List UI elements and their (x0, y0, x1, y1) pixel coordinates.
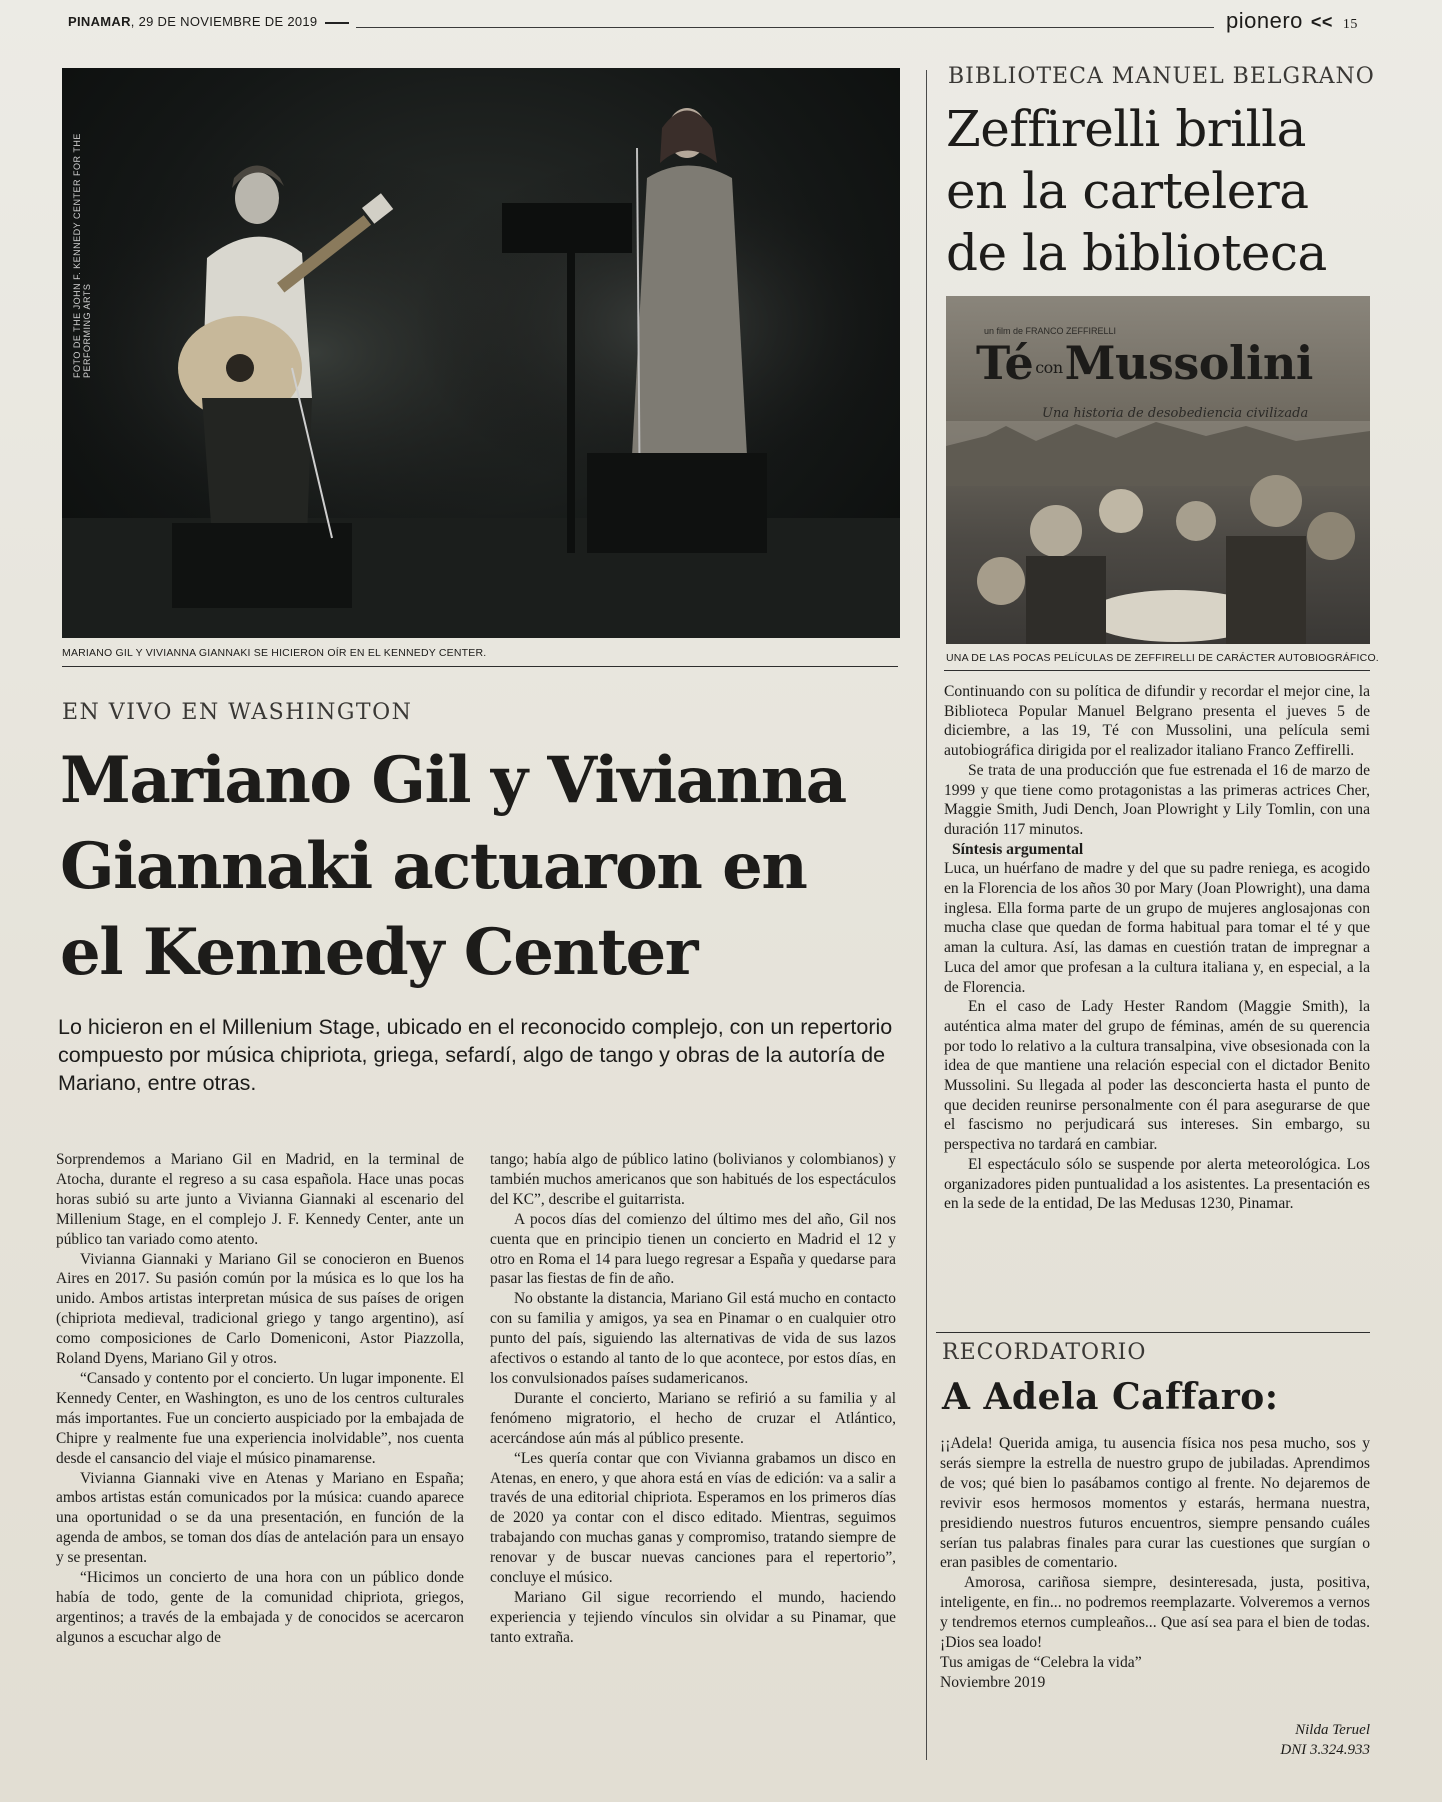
paragraph: Durante el concierto, Mariano se refirió a su familia y al fenómeno migratorio, el hecho de cruzar el Atlántico, acercándose aún más al público presente. (490, 1389, 896, 1447)
concert-illustration (62, 68, 900, 638)
concert-photo (62, 68, 900, 638)
paragraph: No obstante la distancia, Mariano Gil está mucho en contacto con su familia y amigos, ya sea en Pinamar o en cualquier otro punto del país, siguiendo las alternativas de vida de sus lazos afectivos o estando al tanto de lo que acontece, por estos días, en los convulsionados países sudamericanos. (490, 1290, 896, 1387)
header-date: , 29 DE NOVIEMBRE DE 2019 (130, 14, 318, 29)
paragraph: “Les quería contar que con Vivianna grabamos un disco en Atenas, en enero, y que ahora está en vías de edición: va a salir a través de una editorial chipriota. Esperamos en los primeros días de 2020 ya contar con el disco editado. Mientras, seguimos trabajando con muchas ganas y compromiso, tratando siempre de renovar y de buscar nuevas canciones para el repertorio”, concluye el músico. (490, 1449, 896, 1587)
photo-credit: FOTO DE THE JOHN F. KENNEDY CENTER FOR THE PERFORMING ARTS (72, 133, 92, 378)
signature (1230, 1720, 1370, 1760)
article-kicker: EN VIVO EN WASHINGTON (62, 700, 413, 725)
header-place: PINAMAR (68, 14, 131, 29)
signature-name: Nilda Teruel (1295, 1722, 1370, 1738)
poster-title (976, 336, 1313, 390)
paragraph: Se trata de una producción que fue estrenada el 16 de marzo de 1999 y que tiene como protagonistas a las primeras actrices Cher, Maggie Smith, Judi Dench, Joan Plowright y Lily Tomlin, con una duración 117 minutos. (944, 761, 1370, 838)
recordatorio-body (940, 1434, 1370, 1693)
right-article-body (944, 682, 1370, 1214)
caption-rule (62, 666, 898, 667)
poster-title-mussolini: Mussolini (1064, 336, 1313, 390)
right-kicker: BIBLIOTECA MANUEL BELGRANO (948, 64, 1375, 89)
paragraph: ¡¡Adela! Querida amiga, tu ausencia física nos pesa mucho, sos y serás siempre la estrella de nuestro grupo de jubiladas. Aprendimos de vos; qué bien lo pasábamos contigo al frente. No dejaremos de revivir esos hermosos momentos y estarás, hermana nuestra, presidiendo nuestros futuros encuentros, siempre pensando cuáles serían tus palabras finales para curar las cuestiones que surgían o eran pasibles de comentario. (940, 1435, 1370, 1572)
paragraph: Tus amigas de “Celebra la vida” (940, 1653, 1142, 1671)
signature-dni: DNI 3.324.933 (1280, 1742, 1370, 1758)
article-column-1 (56, 1150, 464, 1648)
paragraph: A pocos días del comienzo del último mes del año, Gil nos cuenta que en principio tienen un concierto en Madrid el 12 y otro en Roma el 14 para luego regresar a España y quedarse para pasar las fiestas de fin de año. (490, 1210, 896, 1288)
paragraph: Continuando con su política de difundir y recordar el mejor cine, la Biblioteca Popular Manuel Belgrano presenta el jueves 5 de diciembre, a las 19, Té con Mussolini, una película semi autobiográfica dirigida por el realizador italiano Franco Zeffirelli. (944, 683, 1370, 760)
paragraph: Luca, un huérfano de madre y del que su padre reniega, es acogido en la Florencia de los años 30 por Mary (Joan Plowright), una dama inglesa. Ella forma parte de un grupo de mujeres anglosajonas con mucha clase que quedan de forma habitual para tomar el té y que aman la cultura. Así, las damas en cuestión tratan de impregnar a Luca del amor que profesan a la cultura italiana y, en especial, a la de Florencia. (944, 860, 1370, 996)
paragraph: tango; había algo de público latino (bolivianos y colombianos) y también muchos americanos que son habitués de los espectáculos del KC”, describe el guitarrista. (490, 1151, 896, 1208)
paragraph: Mariano Gil sigue recorriendo el mundo, haciendo experiencia y tejiendo vínculos sin olvidar a su Pinamar, que tanto extraña. (490, 1588, 896, 1646)
paragraph: El espectáculo sólo se suspende por alerta meteorológica. Los organizadores piden puntualidad a los asistentes. La presentación es en la sede de la entidad, De las Medusas 1230, Pinamar. (944, 1155, 1370, 1213)
poster-caption-rule (944, 670, 1370, 671)
paragraph: “Hicimos un concierto de una hora con un público donde había de todo, gente de la comunidad chipriota, griegos, argentinos; a través de la embajada y de conocidos se acercaron algunos a escuchar algo de (56, 1569, 464, 1646)
paragraph: Sorprendemos a Mariano Gil en Madrid, en la terminal de Atocha, durante el regreso a su casa española. Hace unas pocas horas subió su arte junto a Vivianna Giannaki al escenario del Millenium Stage, en el complejo J. F. Kennedy Center, ante un público tan variado como atento. (56, 1151, 464, 1248)
brand-name: pionero (1226, 8, 1303, 33)
header-brand (1226, 8, 1358, 34)
poster-title-con: con (1035, 357, 1063, 377)
recordatorio-rule (936, 1332, 1370, 1333)
article-column-2 (490, 1150, 896, 1648)
recordatorio-kicker: RECORDATORIO (942, 1340, 1147, 1365)
paragraph: Vivianna Giannaki y Mariano Gil se conocieron en Buenos Aires en 2017. Su pasión común por la música es lo que los ha unido. Ambos artistas interpretan música de sus países de origen (chipriota medieval, tradicional griego y tango argentino), así como composiciones de Carlo Domeniconi, Astor Piazzolla, Roland Dyens, Mariano Gil y otros. (56, 1250, 464, 1368)
paragraph: Amorosa, cariñosa siempre, desinteresada, justa, positiva, inteligente, en fin... no podremos reemplazarte. Volveremos a vernos y tendremos eternos cumpleaños... Que así sea para el bien de todas. ¡Dios sea loado! (940, 1574, 1370, 1652)
subheading: Síntesis argumental (952, 840, 1084, 858)
poster-subtitle: Una historia de desobediencia civilizada (1042, 406, 1309, 421)
header-dateline (68, 14, 349, 29)
movie-poster (946, 296, 1370, 644)
paragraph: “Cansado y contento por el concierto. Un lugar imponente. El Kennedy Center, en Washington, es uno de los centros culturales más importantes. Fue un concierto auspiciado por la embajada de Chipre y realmente fue una experiencia inolvidable”, nos cuenta desde el cansancio del viaje el músico pinamarense. (56, 1369, 464, 1467)
article-headline: Mariano Gil y Vivianna Giannaki actuaron en el Kennedy Center (60, 743, 846, 990)
poster-credit: un film de FRANCO ZEFFIRELLI (984, 326, 1117, 336)
poster-title-te: Té (976, 336, 1034, 390)
page-number: 15 (1342, 17, 1358, 32)
paragraph: Noviembre 2019 (940, 1673, 1046, 1691)
double-chevron-left-icon: << (1310, 12, 1333, 32)
column-divider (926, 70, 927, 1760)
right-headline: Zeffirelli brilla en la cartelera de la biblioteca (946, 100, 1327, 282)
article-lead: Lo hicieron en el Millenium Stage, ubicado en el reconocido complejo, con un repertorio compuesto por música chipriota, griega, sefardí, algo de tango y obras de la autoría de Mariano, entre otras. (58, 1015, 893, 1095)
recordatorio-headline: A Adela Caffaro: (942, 1376, 1279, 1418)
paragraph: En el caso de Lady Hester Random (Maggie Smith), la auténtica alma mater del grupo de féminas, amén de su querencia por todo lo relativo a la cultura transalpina, vive obsesionada con la idea de que mantiene una relación especial con el dictador Benito Mussolini. Su llegada al poder las desconcierta hasta el punto de que deciden reunirse personalmente con él para asegurarse de que el fascismo no perjudicará sus intereses. Sin embargo, su perspectiva no tardará en cambiar. (944, 998, 1370, 1154)
photo-caption: MARIANO GIL Y VIVIANNA GIANNAKI SE HICIERON OÍR EN EL KENNEDY CENTER. (62, 647, 487, 659)
header-rule (356, 27, 1214, 28)
paragraph: Vivianna Giannaki vive en Atenas y Mariano en España; ambos artistas están comunicados por la música: cuando aparece una oportunidad o se da una presentación, en función de la agenda de ambos, se toman dos días de antelación para un ensayo y se presentan. (56, 1469, 464, 1567)
poster-caption: UNA DE LAS POCAS PELÍCULAS DE ZEFFIRELLI DE CARÁCTER AUTOBIOGRÁFICO. (946, 652, 1379, 664)
